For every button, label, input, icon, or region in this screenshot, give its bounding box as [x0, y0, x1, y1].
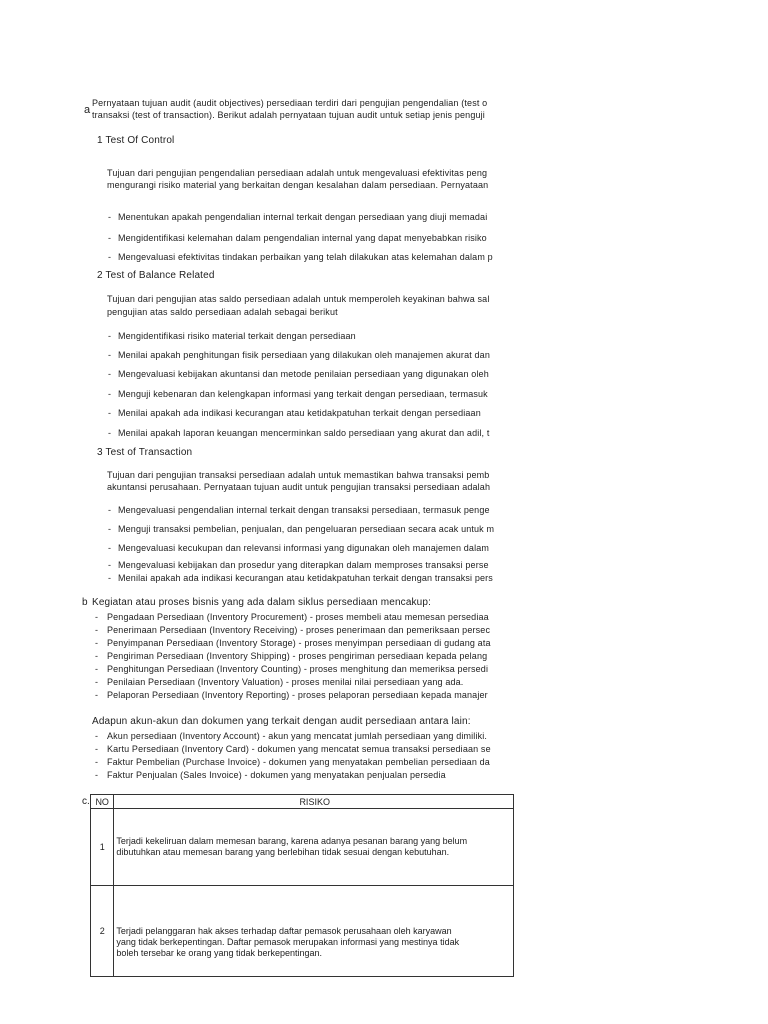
- risk-text-line: yang tidak berkepentingan. Daftar pemasok merupakan informasi yang mestinya tidak: [116, 936, 460, 947]
- bullet-dash: -: [95, 677, 98, 687]
- section-a-intro-line: transaksi (test of transaction). Berikut adalah pernyataan tujuan audit untuk setiap jenis penguji: [92, 110, 485, 120]
- list-item: Akun persediaan (Inventory Account) - akun yang mencatat jumlah persediaan yang dimiliki.: [107, 731, 488, 741]
- list-item: Mengidentifikasi risiko material terkait dengan persediaan: [118, 331, 356, 341]
- risk-cell: [114, 809, 514, 886]
- list-item: Penyimpanan Persediaan (Inventory Storage) - proses menyimpan persediaan di gudang ata: [107, 638, 491, 648]
- bullet-dash: -: [95, 770, 98, 780]
- bullet-dash: -: [108, 408, 111, 418]
- list-item: Mengevaluasi kebijakan dan prosedur yang diterapkan dalam memproses transaksi perse: [118, 560, 489, 570]
- test-heading: 3 Test of Transaction: [97, 447, 193, 458]
- bullet-dash: -: [95, 625, 98, 635]
- risk-cell: [114, 886, 514, 977]
- list-item: Pengiriman Persediaan (Inventory Shipping) - proses pengiriman persediaan kepada pelang: [107, 651, 488, 661]
- header-risk: RISIKO: [114, 795, 514, 809]
- header-no: NO: [91, 795, 114, 809]
- list-item: Mengevaluasi kecukupan dan relevansi informasi yang digunakan oleh manajemen dalam: [118, 543, 490, 553]
- test-description-line: Tujuan dari pengujian atas saldo persediaan adalah untuk memperoleh keyakinan bahwa sal: [107, 294, 490, 304]
- list-item: Penghitungan Persediaan (Inventory Counting) - proses menghitung dan memeriksa persedi: [107, 664, 489, 674]
- bullet-dash: -: [95, 651, 98, 661]
- bullet-dash: -: [108, 252, 111, 262]
- list-item: Mengevaluasi efektivitas tindakan perbaikan yang telah dilakukan atas kelemahan dalam p: [118, 252, 493, 262]
- section-a-intro-line: Pernyataan tujuan audit (audit objectives) persediaan terdiri dari pengujian pengendalian (test o: [92, 98, 488, 108]
- list-item: Menilai apakah penghitungan fisik persediaan yang dilakukan oleh manajemen akurat dan: [118, 350, 490, 360]
- risk-text-line: boleh tersebar ke orang yang tidak berkepentingan.: [116, 947, 323, 958]
- test-description-line: mengurangi risiko material yang berkaitan dengan kesalahan dalam persediaan. Pernyataan: [107, 180, 489, 190]
- table-row: [91, 886, 514, 977]
- section-c-marker: c.: [82, 796, 90, 807]
- list-item: Menguji transaksi pembelian, penjualan, dan pengeluaran persediaan secara acak untuk m: [118, 524, 495, 534]
- bullet-dash: -: [108, 331, 111, 341]
- list-item: Faktur Penjualan (Sales Invoice) - dokumen yang menyatakan penjualan persedia: [107, 770, 446, 780]
- list-item: Faktur Pembelian (Purchase Invoice) - dokumen yang menyatakan pembelian persediaan da: [107, 757, 490, 767]
- test-description-line: Tujuan dari pengujian pengendalian persediaan adalah untuk mengevaluasi efektivitas peng: [107, 168, 488, 178]
- bullet-dash: -: [108, 428, 111, 438]
- test-description-line: akuntansi perusahaan. Pernyataan tujuan audit untuk pengujian transaksi persediaan adalah: [107, 482, 491, 492]
- bullet-dash: -: [108, 573, 111, 583]
- bullet-dash: -: [95, 744, 98, 754]
- bullet-dash: -: [108, 212, 111, 222]
- section-b-intro: Kegiatan atau proses bisnis yang ada dalam siklus persediaan mencakup:: [92, 597, 432, 608]
- bullet-dash: -: [108, 369, 111, 379]
- bullet-dash: -: [108, 560, 111, 570]
- bullet-dash: -: [95, 638, 98, 648]
- list-item: Pelaporan Persediaan (Inventory Reporting) - proses pelaporan persediaan kepada manajer: [107, 690, 488, 700]
- list-item: Menentukan apakah pengendalian internal terkait dengan persediaan yang diuji memadai: [118, 212, 488, 222]
- bullet-dash: -: [108, 524, 111, 534]
- bullet-dash: -: [108, 350, 111, 360]
- test-heading: 2 Test of Balance Related: [97, 270, 215, 281]
- bullet-dash: -: [95, 664, 98, 674]
- list-item: Menilai apakah laporan keuangan mencerminkan saldo persediaan yang akurat dan adil, t: [118, 428, 490, 438]
- bullet-dash: -: [95, 731, 98, 741]
- list-item: Menilai apakah ada indikasi kecurangan atau ketidakpatuhan terkait dengan transaksi pers: [118, 573, 493, 583]
- section-a-marker: a: [84, 104, 91, 116]
- bullet-dash: -: [95, 757, 98, 767]
- list-item: Menilai apakah ada indikasi kecurangan atau ketidakpatuhan terkait dengan persediaan: [118, 408, 481, 418]
- row-number: 2: [91, 886, 114, 977]
- section-b-marker: b: [82, 597, 88, 608]
- bullet-dash: -: [108, 505, 111, 515]
- risk-text-line: Terjadi kekeliruan dalam memesan barang, karena adanya pesanan barang yang belum: [116, 836, 468, 846]
- accounts-intro: Adapun akun-akun dan dokumen yang terkait dengan audit persediaan antara lain:: [92, 716, 471, 727]
- list-item: Mengidentifikasi kelemahan dalam pengendalian internal yang dapat menyebabkan risiko: [118, 233, 487, 243]
- table-row: [91, 809, 514, 886]
- list-item: Pengadaan Persediaan (Inventory Procurement) - proses membeli atau memesan persediaa: [107, 612, 489, 622]
- risk-text-line: Terjadi pelanggaran hak akses terhadap daftar pemasok perusahaan oleh karyawan: [116, 925, 452, 936]
- list-item: Menguji kebenaran dan kelengkapan informasi yang terkait dengan persediaan, termasuk: [118, 389, 488, 399]
- table-header-row: [91, 795, 514, 809]
- bullet-dash: -: [108, 389, 111, 399]
- list-item: Penerimaan Persediaan (Inventory Receiving) - proses penerimaan dan pemeriksaan persec: [107, 625, 491, 635]
- risk-text-line: dibutuhkan atau memesan barang yang berlebihan tidak sesuai dengan kebutuhan.: [116, 847, 450, 857]
- list-item: Mengevaluasi pengendalian internal terkait dengan transaksi persediaan, termasuk penge: [118, 505, 490, 515]
- list-item: Mengevaluasi kebijakan akuntansi dan metode penilaian persediaan yang digunakan oleh: [118, 369, 489, 379]
- bullet-dash: -: [108, 543, 111, 553]
- list-item: Penilaian Persediaan (Inventory Valuation) - proses menilai nilai persediaan yang ada.: [107, 677, 464, 687]
- list-item: Kartu Persediaan (Inventory Card) - dokumen yang mencatat semua transaksi persediaan se: [107, 744, 491, 754]
- risk-table: [90, 794, 514, 977]
- test-heading: 1 Test Of Control: [97, 135, 175, 146]
- bullet-dash: -: [108, 233, 111, 243]
- bullet-dash: -: [95, 612, 98, 622]
- test-description-line: pengujian atas saldo persediaan adalah sebagai berikut: [107, 307, 338, 317]
- bullet-dash: -: [95, 690, 98, 700]
- test-description-line: Tujuan dari pengujian transaksi persediaan adalah untuk memastikan bahwa transaksi pemb: [107, 470, 490, 480]
- row-number: 1: [91, 809, 114, 886]
